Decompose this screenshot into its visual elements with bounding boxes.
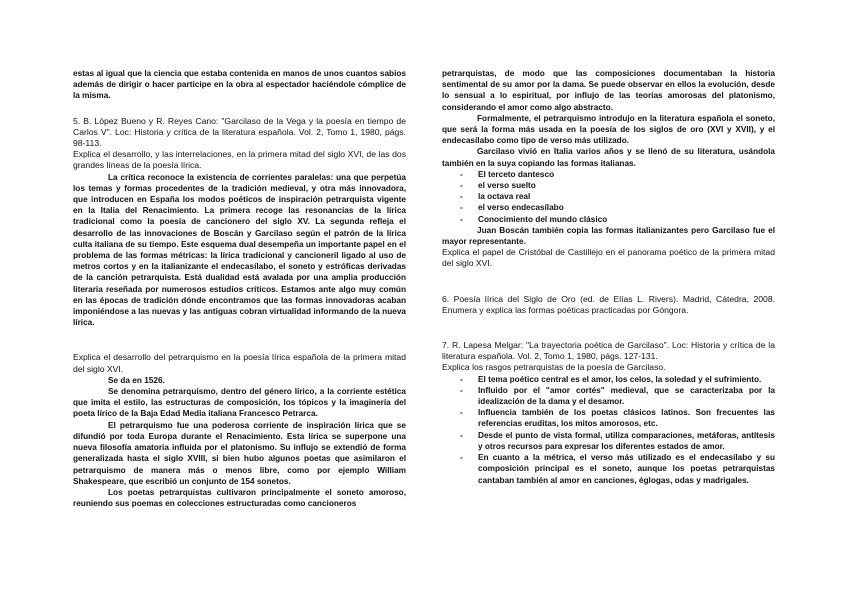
italian-forms-list: [442, 169, 775, 225]
list-item: - Conocimiento del mundo clásico: [460, 214, 608, 224]
list-item: - Desde el punto de vista formal, utiliza comparaciones, metáforas, antítesis y otros recursos para expresar los diferentes estados de amor.: [460, 430, 775, 451]
list-item: - el verso endecasílabo: [460, 203, 564, 213]
dash-bullet: -: [460, 374, 463, 384]
list-item: - el verso suelto: [460, 181, 536, 191]
answer-petrarquismo-date: Se da en 1526.: [108, 375, 165, 385]
continuation-paragraph: petrarquistas, de modo que las composiciones documentaban la historia sentimental de su amor por la dama. Se puede observar en ellos la evolución, desde lo sensual a lo espiritual, por influjo de las teorías amorosas del platonismo, considerando el amor como algo abstracto.: [442, 69, 775, 112]
dash-bullet: -: [460, 453, 463, 463]
dash-bullet: -: [460, 408, 463, 418]
reference-7: 7. R. Lapesa Melgar: "La trayectoria poética de Garcilaso". Loc: Historia y crítica de la literatura española. Vol. 2, Tomo 1, 1980, págs. 127-131.: [442, 340, 775, 362]
list-item: - Influencia también de los poetas clásicos latinos. Son frecuentes las referencias eruditas, los mitos amorosos, etc.: [460, 408, 775, 429]
dash-bullet: -: [460, 181, 463, 191]
dash-bullet: -: [460, 203, 463, 213]
list-item: - El tema poético central es el amor, los celos, la soledad y el sufrimiento.: [460, 374, 762, 384]
reference-6: 6. Poesía lírica del Siglo de Oro (ed. de Elías L. Rivers). Madrid, Cátedra, 2008. Enumera y explica las formas poéticas practicadas por Góngora.: [442, 293, 775, 315]
answer-petrarquismo-spread: El petrarquismo fue una poderosa corriente de inspiración lírica que se difundió por toda Europa durante el Renacimiento. Esta lírica se superpone una nueva filosofía amatoria influida por el platonismo. Su influjo se extendió de forma generalizada hasta el siglo XVIII, si bien hubo algunos poetas que asimilaron el petrarquismo de manera más o menos libre, como por ejemplo William Shakespeare, que escribió un conjunto de 154 sonetos.: [73, 420, 406, 486]
question-castillejo: Explica el papel de Cristóbal de Castillejo en el panorama poético de la primera mitad del siglo XVI.: [442, 247, 775, 269]
answer-petrarquismo-definition: Se denomina petrarquismo, dentro del género lírico, a la corriente estética que imita el estilo, las estructuras de composición, los tópicos y la imaginería del poeta lírico de la Baja Edad Media italiana Francesco Petrarca.: [73, 387, 406, 419]
dash-bullet: -: [460, 214, 463, 224]
formal-paragraph: Formalmente, el petrarquismo introdujo en la literatura española el soneto, que será la forma más usada en la poesía de los siglos de oro (XVI y XVII), y el endecasílabo como tipo de verso más utilizado.: [442, 113, 775, 146]
question-petrarquismo: Explica el desarrollo del petrarquismo en la poesía lírica española de la primera mitad del siglo XVI.: [73, 352, 406, 374]
dash-bullet: -: [460, 169, 463, 179]
answer-two-lines: La crítica reconoce la existencia de corrientes paralelas: una que perpetúa los temas y formas procedentes de la tradición medieval, y otra más innovadora, que introducen en España los modos poéticos de inspiración petrarquista vigente en la Italia del Renacimiento. La primera recoge las resonancias de la lírica tradicional como la poesía de cancionero del siglo XV. La segunda refleja el desarrollo de las innovaciones de Boscán y Garcilaso según el patrón de la lírica culta italiana de su tiempo. Este esquema dual desempeña un importante papel en el problema de las formas métricas: la lírica tradicional y cancioneril ligado al uso de metros cortos y en la italianizante el endecasílabo, el soneto y estróficas derivadas de la canción petrarquista. Está dualidad está avalada por una amplia producción literaria reseñada por numerosos estudios críticos. Estamos ante algo muy común en las épocas de tradición dónde encontramos que las formas innovadoras acaban imponiéndose a las nuevas y las antiguas cobran virtualidad informando de la nueva lírica.: [73, 172, 406, 328]
reference-5: 5. B. López Bueno y R. Reyes Cano: "Garcilaso de la Vega y la poesía en tiempo de Carlos V". Loc: Historia y crítica de la literatura española. Vol. 2, Tomo 1, 1980, págs. 98-113.: [73, 115, 406, 149]
dash-bullet: -: [460, 192, 463, 202]
question-garcilaso-traits: Explica los rasgos petrarquistas de la poesía de Garcilaso.: [442, 362, 666, 373]
list-item: - El terceto dantesco: [460, 169, 555, 179]
list-item: - Influido por el "amor cortés" medieval, que se caracterizaba por la idealización de la dama y el desamor.: [460, 385, 775, 407]
continuation-paragraph: estas al igual que la ciencia que estaba contenida en manos de unos cuantos sabios además de dirigir o hacer participe en la obra al espectador haciéndole cómplice de la misma.: [73, 69, 406, 101]
list-item: - la octava real: [460, 192, 531, 202]
right-column: [442, 68, 775, 486]
left-column: [73, 68, 406, 509]
list-item: - En cuanto a la métrica, el verso más utilizado es el endecasílabo y su composición principal es el soneto, aunque los poetas petrarquistas cantaban también al amor en canciones, églogas, odas y madrigales.: [460, 453, 775, 485]
answer-petrarquismo-poets: Los poetas petrarquistas cultivaron principalmente el soneto amoroso, reuniendo sus poemas en colecciones estructuradas como cancioneros: [73, 487, 406, 509]
dash-bullet: -: [460, 385, 463, 395]
question-two-lines: Explica el desarrollo, y las interrelaciones, en la primera mitad del siglo XVI, de las dos grandes líneas de la poesía lírica.: [73, 149, 406, 171]
traits-list: [442, 374, 775, 486]
dash-bullet: -: [460, 430, 463, 440]
garcilaso-paragraph: Garcilaso vivió en Italia varios años y se llenó de su literatura, usándola también en la suya copiando las formas italianas.: [442, 147, 775, 168]
boscan-paragraph: Juan Boscán también copia las formas italianizantes pero Garcilaso fue el mayor representante.: [442, 225, 775, 247]
